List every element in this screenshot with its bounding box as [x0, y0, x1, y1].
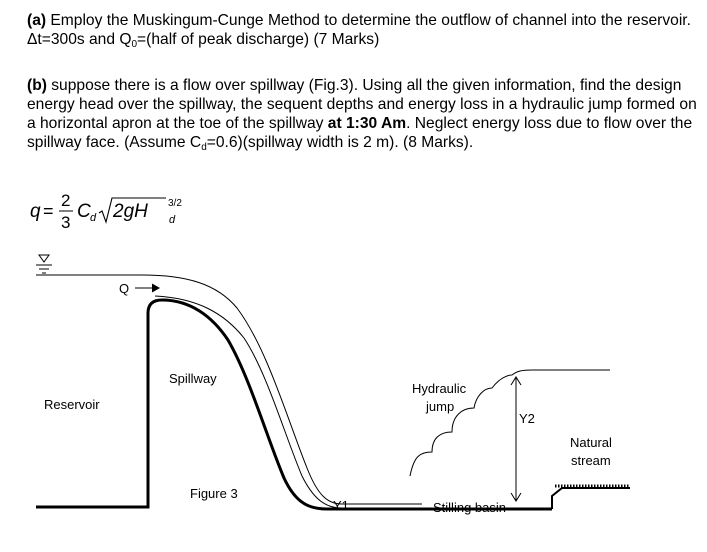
label-y1: Y1: [333, 498, 349, 513]
label-q: Q: [119, 281, 130, 296]
flow-arrow-head: [152, 284, 159, 292]
water-surface-lower: [155, 296, 367, 508]
water-surface-upper: [36, 275, 422, 504]
part-a-label: (a): [27, 12, 47, 29]
label-hydraulic: Hydraulic: [412, 381, 467, 396]
formula-exponent: 3/2: [168, 198, 182, 209]
figure-caption: Figure 3: [190, 486, 238, 501]
part-a-text-1: Employ the Muskingum-Cunge Method to determine the outflow of channel into the reservoir. Δt=300s and Q: [27, 12, 691, 48]
label-spillway: Spillway: [169, 371, 217, 386]
formula-h-subscript: d: [169, 214, 176, 226]
formula-c-subscript: d: [90, 212, 97, 224]
formula-denominator: 3: [61, 213, 71, 232]
label-jump: jump: [426, 399, 455, 414]
part-b-text-1: suppose there is a flow over spillway (Fig.3). Using all the given information, find the design energy head over the spillway, the sequent depths and energy loss in a hydraulic jump formed on a horizontal apron at the toe of the spillway: [27, 77, 697, 132]
formula-c: C: [77, 201, 91, 222]
part-a-subscript: 0: [131, 39, 138, 50]
label-stream: stream: [571, 453, 611, 468]
water-level-symbol: [36, 255, 52, 273]
part-b-label: (b): [27, 77, 47, 94]
part-b-text-2: . Neglect energy loss due to flow over the spillway face. (Assume C: [27, 115, 693, 151]
label-stilling-basin: Stilling basin: [433, 500, 506, 515]
natural-stream-bed: [552, 488, 630, 509]
part-b-time: at 1:30 Am: [327, 115, 407, 132]
part-b-subscript: d: [201, 142, 207, 153]
question-part-b: [27, 76, 697, 154]
formula-numerator: 2: [61, 191, 71, 210]
formula-equals: =: [43, 201, 54, 221]
question-part-a: [27, 11, 697, 51]
label-natural: Natural: [570, 435, 612, 450]
weir-formula: [30, 186, 230, 236]
formula-2gh: 2gH: [113, 201, 148, 222]
label-reservoir: Reservoir: [44, 397, 100, 412]
part-b-text-3: =0.6)(spillway width is 2 m). (8 Marks).: [206, 134, 474, 151]
formula-q: q: [30, 201, 41, 222]
part-a-text-2: =(half of peak discharge) (7 Marks): [137, 31, 380, 48]
label-y2: Y2: [519, 411, 535, 426]
spillway-figure: [22, 238, 662, 538]
